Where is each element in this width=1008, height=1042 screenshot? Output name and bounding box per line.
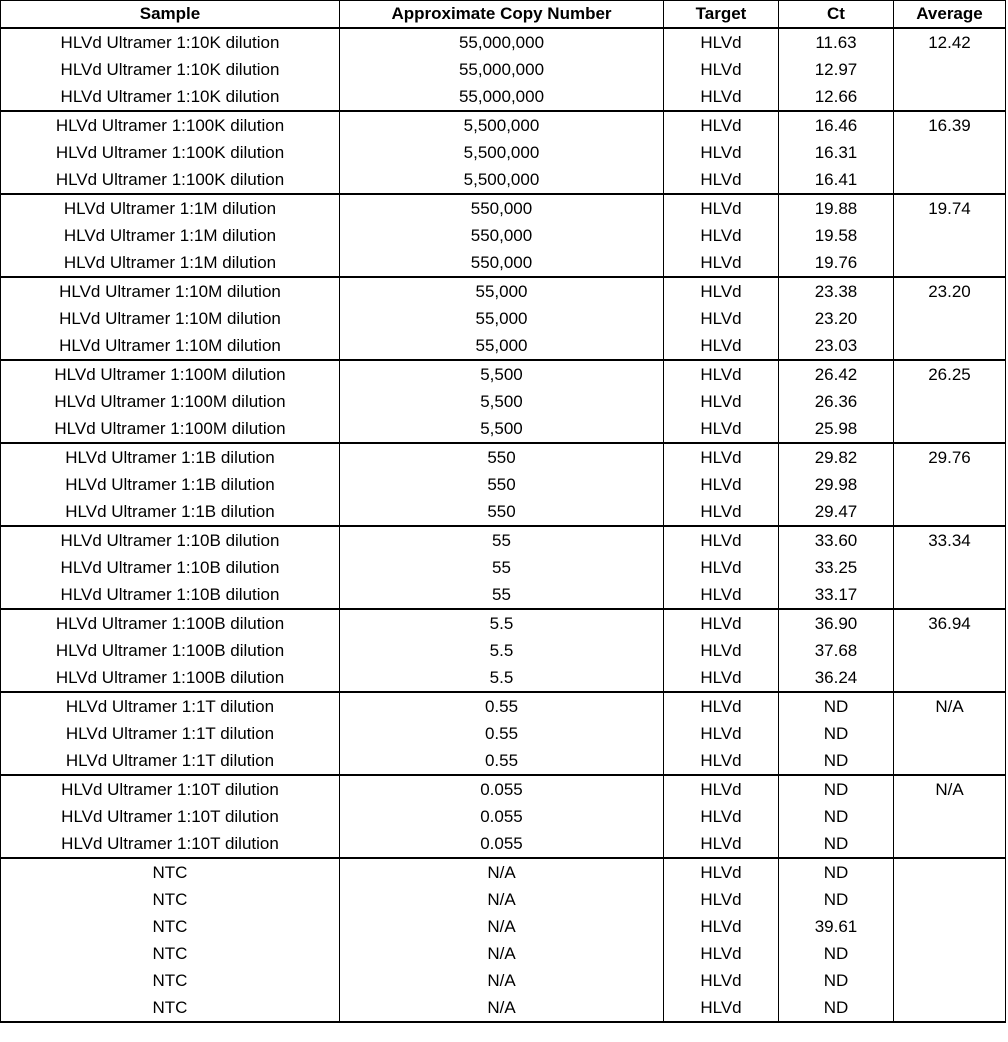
table-row [1, 886, 1006, 913]
average-cell [894, 554, 1006, 581]
average-cell [894, 940, 1006, 967]
average-cell [894, 720, 1006, 747]
copy-number-cell: 55,000,000 [340, 28, 664, 56]
target-cell: HLVd [664, 913, 779, 940]
target-cell: HLVd [664, 886, 779, 913]
average-cell [894, 83, 1006, 111]
table-row [1, 83, 1006, 111]
target-cell: HLVd [664, 858, 779, 886]
average-cell [894, 830, 1006, 858]
table-row [1, 28, 1006, 56]
ct-cell: 29.82 [779, 443, 894, 471]
average-cell [894, 498, 1006, 526]
average-cell [894, 637, 1006, 664]
target-cell: HLVd [664, 222, 779, 249]
table-row [1, 332, 1006, 360]
target-cell: HLVd [664, 360, 779, 388]
sample-cell: HLVd Ultramer 1:1B dilution [1, 443, 340, 471]
table-row [1, 526, 1006, 554]
average-cell [894, 913, 1006, 940]
table-row [1, 415, 1006, 443]
table-row [1, 139, 1006, 166]
average-cell [894, 471, 1006, 498]
target-cell: HLVd [664, 609, 779, 637]
sample-cell: HLVd Ultramer 1:10T dilution [1, 830, 340, 858]
target-cell: HLVd [664, 830, 779, 858]
target-cell: HLVd [664, 139, 779, 166]
average-cell: 36.94 [894, 609, 1006, 637]
target-cell: HLVd [664, 56, 779, 83]
average-cell [894, 249, 1006, 277]
target-cell: HLVd [664, 28, 779, 56]
target-cell: HLVd [664, 775, 779, 803]
ct-cell: 37.68 [779, 637, 894, 664]
ct-cell: 25.98 [779, 415, 894, 443]
target-cell: HLVd [664, 415, 779, 443]
table-row [1, 249, 1006, 277]
ct-cell: 29.47 [779, 498, 894, 526]
average-cell [894, 858, 1006, 886]
sample-cell: HLVd Ultramer 1:1T dilution [1, 747, 340, 775]
average-cell: 16.39 [894, 111, 1006, 139]
average-cell [894, 886, 1006, 913]
table-row [1, 166, 1006, 194]
ct-cell: 19.76 [779, 249, 894, 277]
sample-cell: HLVd Ultramer 1:100M dilution [1, 388, 340, 415]
target-cell: HLVd [664, 332, 779, 360]
table-row [1, 637, 1006, 664]
target-cell: HLVd [664, 747, 779, 775]
copy-number-cell: 0.55 [340, 747, 664, 775]
header-copy-number: Approximate Copy Number [340, 1, 664, 29]
copy-number-cell: 55,000 [340, 332, 664, 360]
average-cell [894, 415, 1006, 443]
ct-cell: 36.90 [779, 609, 894, 637]
sample-cell: HLVd Ultramer 1:1M dilution [1, 194, 340, 222]
sample-cell: NTC [1, 994, 340, 1022]
sample-cell: HLVd Ultramer 1:10T dilution [1, 775, 340, 803]
copy-number-cell: 0.055 [340, 775, 664, 803]
copy-number-cell: 5.5 [340, 664, 664, 692]
copy-number-cell: N/A [340, 886, 664, 913]
table-row [1, 388, 1006, 415]
sample-cell: NTC [1, 940, 340, 967]
average-cell: N/A [894, 775, 1006, 803]
sample-cell: HLVd Ultramer 1:1B dilution [1, 471, 340, 498]
sample-cell: HLVd Ultramer 1:10M dilution [1, 332, 340, 360]
ct-cell: 12.97 [779, 56, 894, 83]
sample-cell: NTC [1, 913, 340, 940]
average-cell [894, 747, 1006, 775]
table-row [1, 222, 1006, 249]
table-row [1, 830, 1006, 858]
sample-cell: HLVd Ultramer 1:10B dilution [1, 526, 340, 554]
table-row [1, 498, 1006, 526]
average-cell [894, 967, 1006, 994]
ct-cell: ND [779, 747, 894, 775]
sample-cell: HLVd Ultramer 1:100B dilution [1, 664, 340, 692]
sample-cell: HLVd Ultramer 1:100M dilution [1, 360, 340, 388]
average-cell: 23.20 [894, 277, 1006, 305]
target-cell: HLVd [664, 664, 779, 692]
table-row [1, 305, 1006, 332]
target-cell: HLVd [664, 305, 779, 332]
target-cell: HLVd [664, 554, 779, 581]
copy-number-cell: 550,000 [340, 249, 664, 277]
average-cell [894, 305, 1006, 332]
average-cell: 19.74 [894, 194, 1006, 222]
table-row [1, 913, 1006, 940]
average-cell [894, 56, 1006, 83]
copy-number-cell: 5.5 [340, 637, 664, 664]
copy-number-cell: 550,000 [340, 222, 664, 249]
header-row [1, 1, 1006, 29]
target-cell: HLVd [664, 443, 779, 471]
target-cell: HLVd [664, 83, 779, 111]
copy-number-cell: 5,500 [340, 388, 664, 415]
copy-number-cell: N/A [340, 858, 664, 886]
ct-cell: 29.98 [779, 471, 894, 498]
target-cell: HLVd [664, 967, 779, 994]
average-cell [894, 803, 1006, 830]
table-row [1, 56, 1006, 83]
table-row [1, 803, 1006, 830]
copy-number-cell: 5,500,000 [340, 111, 664, 139]
target-cell: HLVd [664, 994, 779, 1022]
copy-number-cell: 550 [340, 443, 664, 471]
average-cell: N/A [894, 692, 1006, 720]
table-row [1, 277, 1006, 305]
copy-number-cell: 5,500,000 [340, 166, 664, 194]
table-row [1, 194, 1006, 222]
sample-cell: HLVd Ultramer 1:1M dilution [1, 249, 340, 277]
copy-number-cell: 55 [340, 554, 664, 581]
sample-cell: HLVd Ultramer 1:1B dilution [1, 498, 340, 526]
ct-cell: ND [779, 830, 894, 858]
copy-number-cell: N/A [340, 940, 664, 967]
target-cell: HLVd [664, 388, 779, 415]
sample-cell: HLVd Ultramer 1:1T dilution [1, 720, 340, 747]
ct-cell: 16.41 [779, 166, 894, 194]
table-row [1, 858, 1006, 886]
average-cell [894, 994, 1006, 1022]
copy-number-cell: 0.55 [340, 692, 664, 720]
ct-cell: 19.58 [779, 222, 894, 249]
sample-cell: HLVd Ultramer 1:10M dilution [1, 305, 340, 332]
ct-cell: ND [779, 858, 894, 886]
ct-cell: 23.20 [779, 305, 894, 332]
ct-cell: ND [779, 803, 894, 830]
copy-number-cell: 55,000,000 [340, 83, 664, 111]
copy-number-cell: 55,000 [340, 305, 664, 332]
ct-cell: ND [779, 940, 894, 967]
average-cell [894, 388, 1006, 415]
sample-cell: HLVd Ultramer 1:10M dilution [1, 277, 340, 305]
target-cell: HLVd [664, 581, 779, 609]
target-cell: HLVd [664, 249, 779, 277]
sample-cell: HLVd Ultramer 1:100K dilution [1, 139, 340, 166]
average-cell [894, 581, 1006, 609]
average-cell [894, 222, 1006, 249]
copy-number-cell: 55 [340, 526, 664, 554]
sample-cell: HLVd Ultramer 1:10K dilution [1, 56, 340, 83]
table-row [1, 111, 1006, 139]
target-cell: HLVd [664, 637, 779, 664]
table-row [1, 554, 1006, 581]
target-cell: HLVd [664, 166, 779, 194]
copy-number-cell: 0.55 [340, 720, 664, 747]
copy-number-cell: N/A [340, 913, 664, 940]
copy-number-cell: 550 [340, 498, 664, 526]
sample-cell: HLVd Ultramer 1:100B dilution [1, 637, 340, 664]
ct-cell: 16.31 [779, 139, 894, 166]
table-row [1, 360, 1006, 388]
sample-cell: HLVd Ultramer 1:100K dilution [1, 166, 340, 194]
table-body [1, 28, 1006, 1022]
ct-cell: 33.60 [779, 526, 894, 554]
ct-cell: ND [779, 775, 894, 803]
ct-cell: 19.88 [779, 194, 894, 222]
sample-cell: HLVd Ultramer 1:10B dilution [1, 554, 340, 581]
ct-cell: 33.25 [779, 554, 894, 581]
table-row [1, 664, 1006, 692]
sample-cell: NTC [1, 886, 340, 913]
sample-cell: HLVd Ultramer 1:10K dilution [1, 83, 340, 111]
sample-cell: HLVd Ultramer 1:100B dilution [1, 609, 340, 637]
copy-number-cell: 55,000,000 [340, 56, 664, 83]
copy-number-cell: 5,500,000 [340, 139, 664, 166]
target-cell: HLVd [664, 277, 779, 305]
table-row [1, 747, 1006, 775]
copy-number-cell: 55 [340, 581, 664, 609]
header-ct: Ct [779, 1, 894, 29]
copy-number-cell: 0.055 [340, 803, 664, 830]
header-target: Target [664, 1, 779, 29]
sample-cell: HLVd Ultramer 1:1M dilution [1, 222, 340, 249]
table-row [1, 692, 1006, 720]
sample-cell: HLVd Ultramer 1:10T dilution [1, 803, 340, 830]
table-row [1, 581, 1006, 609]
target-cell: HLVd [664, 803, 779, 830]
copy-number-cell: N/A [340, 967, 664, 994]
table-row [1, 994, 1006, 1022]
copy-number-cell: 5.5 [340, 609, 664, 637]
copy-number-cell: 5,500 [340, 415, 664, 443]
ct-cell: 12.66 [779, 83, 894, 111]
sample-cell: HLVd Ultramer 1:10B dilution [1, 581, 340, 609]
average-cell [894, 664, 1006, 692]
copy-number-cell: 0.055 [340, 830, 664, 858]
sample-cell: HLVd Ultramer 1:1T dilution [1, 692, 340, 720]
target-cell: HLVd [664, 471, 779, 498]
table-row [1, 471, 1006, 498]
copy-number-cell: 5,500 [340, 360, 664, 388]
sample-cell: HLVd Ultramer 1:10K dilution [1, 28, 340, 56]
table-row [1, 443, 1006, 471]
target-cell: HLVd [664, 692, 779, 720]
average-cell: 26.25 [894, 360, 1006, 388]
header-sample: Sample [1, 1, 340, 29]
copy-number-cell: N/A [340, 994, 664, 1022]
average-cell: 12.42 [894, 28, 1006, 56]
ct-cell: 26.42 [779, 360, 894, 388]
target-cell: HLVd [664, 111, 779, 139]
ct-cell: ND [779, 967, 894, 994]
table-row [1, 967, 1006, 994]
target-cell: HLVd [664, 940, 779, 967]
target-cell: HLVd [664, 194, 779, 222]
target-cell: HLVd [664, 498, 779, 526]
ct-cell: 26.36 [779, 388, 894, 415]
target-cell: HLVd [664, 720, 779, 747]
table-row [1, 609, 1006, 637]
ct-cell: 39.61 [779, 913, 894, 940]
ct-cell: ND [779, 994, 894, 1022]
header-average: Average [894, 1, 1006, 29]
target-cell: HLVd [664, 526, 779, 554]
sample-cell: NTC [1, 967, 340, 994]
copy-number-cell: 550 [340, 471, 664, 498]
average-cell: 29.76 [894, 443, 1006, 471]
copy-number-cell: 550,000 [340, 194, 664, 222]
average-cell: 33.34 [894, 526, 1006, 554]
table-row [1, 720, 1006, 747]
ct-cell: ND [779, 886, 894, 913]
ct-cell: 36.24 [779, 664, 894, 692]
ct-cell: 33.17 [779, 581, 894, 609]
table-row [1, 775, 1006, 803]
ct-cell: 11.63 [779, 28, 894, 56]
ct-cell: 23.03 [779, 332, 894, 360]
average-cell [894, 332, 1006, 360]
table-row [1, 940, 1006, 967]
ct-cell: 23.38 [779, 277, 894, 305]
sample-cell: HLVd Ultramer 1:100M dilution [1, 415, 340, 443]
average-cell [894, 139, 1006, 166]
ct-cell: 16.46 [779, 111, 894, 139]
sample-cell: HLVd Ultramer 1:100K dilution [1, 111, 340, 139]
sample-cell: NTC [1, 858, 340, 886]
ct-cell: ND [779, 692, 894, 720]
copy-number-cell: 55,000 [340, 277, 664, 305]
ct-cell: ND [779, 720, 894, 747]
average-cell [894, 166, 1006, 194]
